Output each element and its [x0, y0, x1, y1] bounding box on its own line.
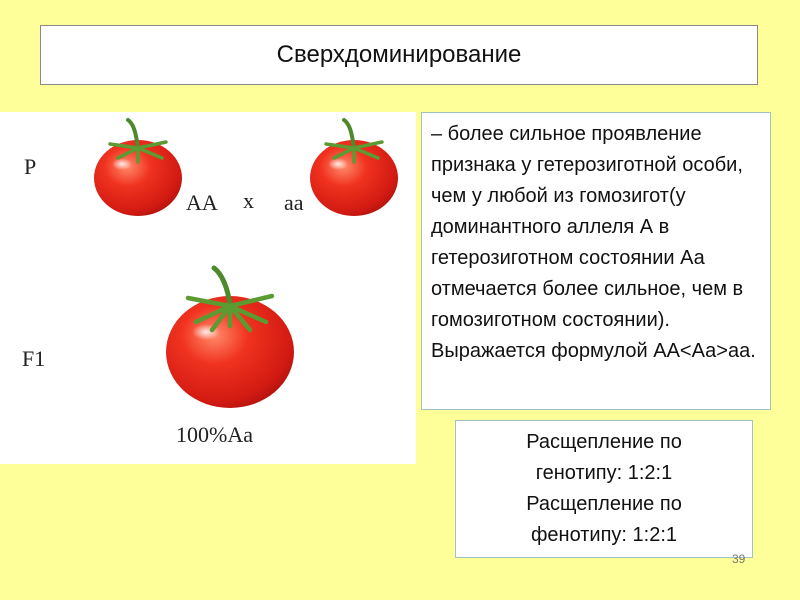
genotype-ratio-line2: генотипу: 1:2:1	[535, 462, 673, 484]
tomato-parent-aa-recessive-icon	[304, 114, 404, 222]
tomato-offspring-aa-hybrid-icon	[158, 260, 302, 414]
tomato-parent-aa-dominant-icon	[88, 114, 188, 222]
cross-symbol: x	[243, 188, 254, 213]
parent1-genotype: AA	[186, 190, 218, 215]
parent2-genotype: aa	[284, 190, 304, 215]
definition-text: – более сильное проявление признака у гетерозиготной особи, чем у любой из гомозигот(у доминантного аллеля А в гетерозиготном состоянии Аа отмечается более сильное, чем в гомозиготном состоянии). Выражается формулой АА<Аа>аа.	[431, 123, 756, 362]
offspring-result: 100%Aa	[176, 422, 253, 447]
definition-box	[421, 112, 771, 410]
phenotype-ratio-line2: фенотипу: 1:2:1	[530, 524, 678, 546]
offspring-generation-label: F1	[22, 346, 46, 371]
parent-generation-label: P	[24, 154, 37, 179]
slide-title-text: Сверхдоминирование	[276, 41, 522, 68]
page-number: 39	[732, 552, 746, 566]
slide-title	[40, 25, 758, 85]
cross-illustration	[0, 112, 416, 464]
genotype-ratio-line1: Расщепление по	[526, 431, 682, 453]
segregation-ratio-box	[455, 420, 753, 558]
phenotype-ratio-line1: Расщепление по	[526, 493, 682, 515]
